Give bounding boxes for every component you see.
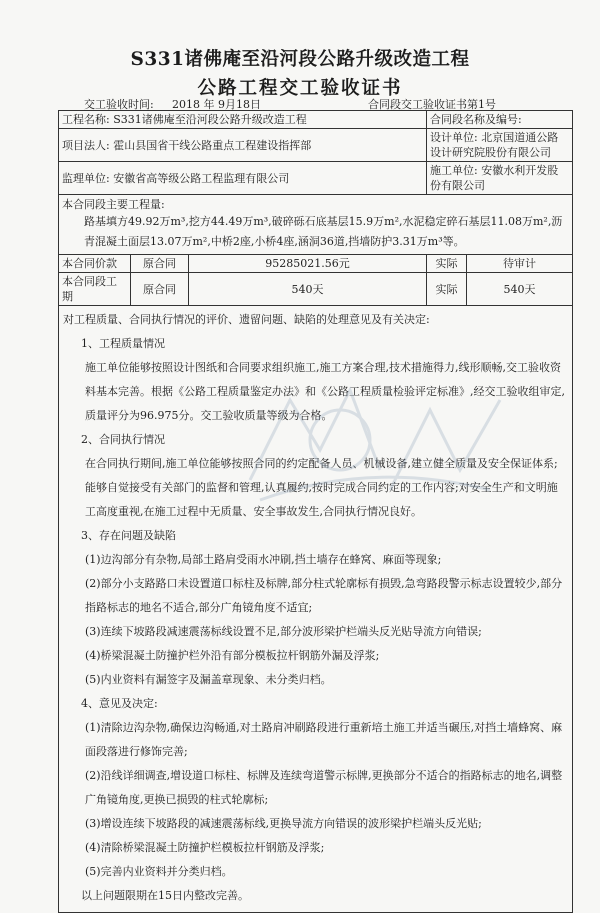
quality-text: 施工单位能够按照设计图纸和合同要求组织施工,施工方案合理,技术措施得力,线形顺畅,交工验收资料基本完善。根据《公路工程质量鉴定办法》和《公路工程质量检验评定标准》,经交工验收组审定,质量评分为96.975分。交工验收质量等级为合格。 (85, 361, 565, 422)
project-name: 工程名称: S331诸佛庵至沿河段公路升级改造工程 (59, 111, 427, 129)
evaluation-heading: 对工程质量、合同执行情况的评价、遗留问题、缺陷的处理意见及有关决定: (63, 313, 430, 326)
period-actual-value: 540天 (467, 273, 573, 306)
quantities-summary (59, 195, 573, 255)
issue-item: (1)边沟部分有杂物,局部土路肩受雨水冲刷,挡土墙存在蜂窝、麻面等现象; (85, 553, 442, 566)
quantities-label: 本合同段主要工程量: (62, 198, 165, 211)
decision-item: (4)清除桥梁混凝土防撞护栏模板拉杆钢筋及浮浆; (85, 841, 325, 854)
supervision-unit: 监理单位: 安徽省高等级公路工程监理有限公司 (59, 162, 427, 195)
price-actual-label: 实际 (427, 255, 467, 273)
period-original-label: 原合同 (131, 273, 189, 306)
issues-title: 3、存在问题及缺陷 (81, 529, 176, 542)
contract-execution-text: 在合同执行期间,施工单位能够按照合同的约定配备人员、机械设备,建立健全质量及安全保证体系;能够自觉接受有关部门的监督和管理,认真履约,按时完成合同约定的工作内容;对安全生产和文明施工高度重视,在施工过程中无质量、安全事故发生,合同执行情况良好。 (85, 457, 558, 518)
certificate-number: 合同段交工验收证书第1号 (368, 98, 496, 111)
decisions-title: 4、意见及决定: (81, 697, 158, 710)
closing-note: 以上问题限期在15日内整改完善。 (81, 889, 249, 902)
legal-person: 项目法人: 霍山县国省干线公路重点工程建设指挥部 (59, 129, 427, 162)
issue-item: (3)连续下坡路段减速震荡标线设置不足,部分波形梁护栏端头反光贴导流方向错误; (85, 625, 482, 638)
period-original-value: 540天 (189, 273, 427, 306)
period-actual-label: 实际 (427, 273, 467, 306)
decision-item: (3)增设连续下坡路段的减速震荡标线,更换导流方向错误的波形梁护栏端头反光贴; (85, 817, 482, 830)
page-title: S331诸佛庵至沿河段公路升级改造工程 (130, 49, 470, 70)
contract-section-label: 合同段名称及编号: (427, 111, 573, 129)
issue-item: (5)内业资料有漏签字及漏盖章现象、未分类归档。 (85, 673, 332, 686)
acceptance-date-value: 2018 年 9月18日 (172, 98, 261, 111)
evaluation-section (59, 306, 573, 913)
issue-item: (4)桥梁混凝土防撞护栏外沿有部分模板拉杆钢筋外漏及浮浆; (85, 649, 380, 662)
price-original-value: 95285021.56元 (189, 255, 427, 273)
contract-execution-title: 2、合同执行情况 (81, 433, 165, 446)
certificate-table (58, 110, 573, 913)
decision-item: (1)清除边沟杂物,确保边沟畅通,对土路肩冲刷路段进行重新培土施工并适当碾压,对挡土墙蜂窝、麻面段落进行修饰完善; (85, 721, 563, 758)
decision-item: (2)沿线详细调查,增设道口标柱、标牌及连续弯道警示标牌,更换部分不适合的指路标志的地名,调整广角镜角度,更换已损毁的柱式轮廓标; (85, 769, 563, 806)
quantities-text: 路基填方49.92万m³,挖方44.49万m³,破碎砾石底基层15.9万m²,水泥稳定碎石基层11.08万m²,沥青混凝土面层13.07万m²,中桥2座,小桥4座,涵洞36道,挡墙防护3.31万m³等。 (84, 215, 563, 248)
design-unit: 设计单位: 北京国道通公路设计研究院股份有限公司 (427, 129, 573, 162)
construction-unit: 施工单位: 安徽水利开发股份有限公司 (427, 162, 573, 195)
issue-item: (2)部分小支路路口未设置道口标柱及标牌,部分柱式轮廓标有损毁,急弯路段警示标志设置较少,部分指路标志的地名不适合,部分广角镜角度不适宜; (85, 577, 563, 614)
price-actual-value: 待审计 (467, 255, 573, 273)
price-original-label: 原合同 (131, 255, 189, 273)
contract-price-label: 本合同价款 (59, 255, 131, 273)
page-subtitle: 公路工程交工验收证书 (197, 78, 403, 99)
contract-period-label: 本合同段工期 (59, 273, 131, 306)
quality-title: 1、工程质量情况 (81, 337, 165, 350)
acceptance-date-label: 交工验收时间: (84, 98, 154, 111)
decision-item: (5)完善内业资料并分类归档。 (85, 865, 233, 878)
